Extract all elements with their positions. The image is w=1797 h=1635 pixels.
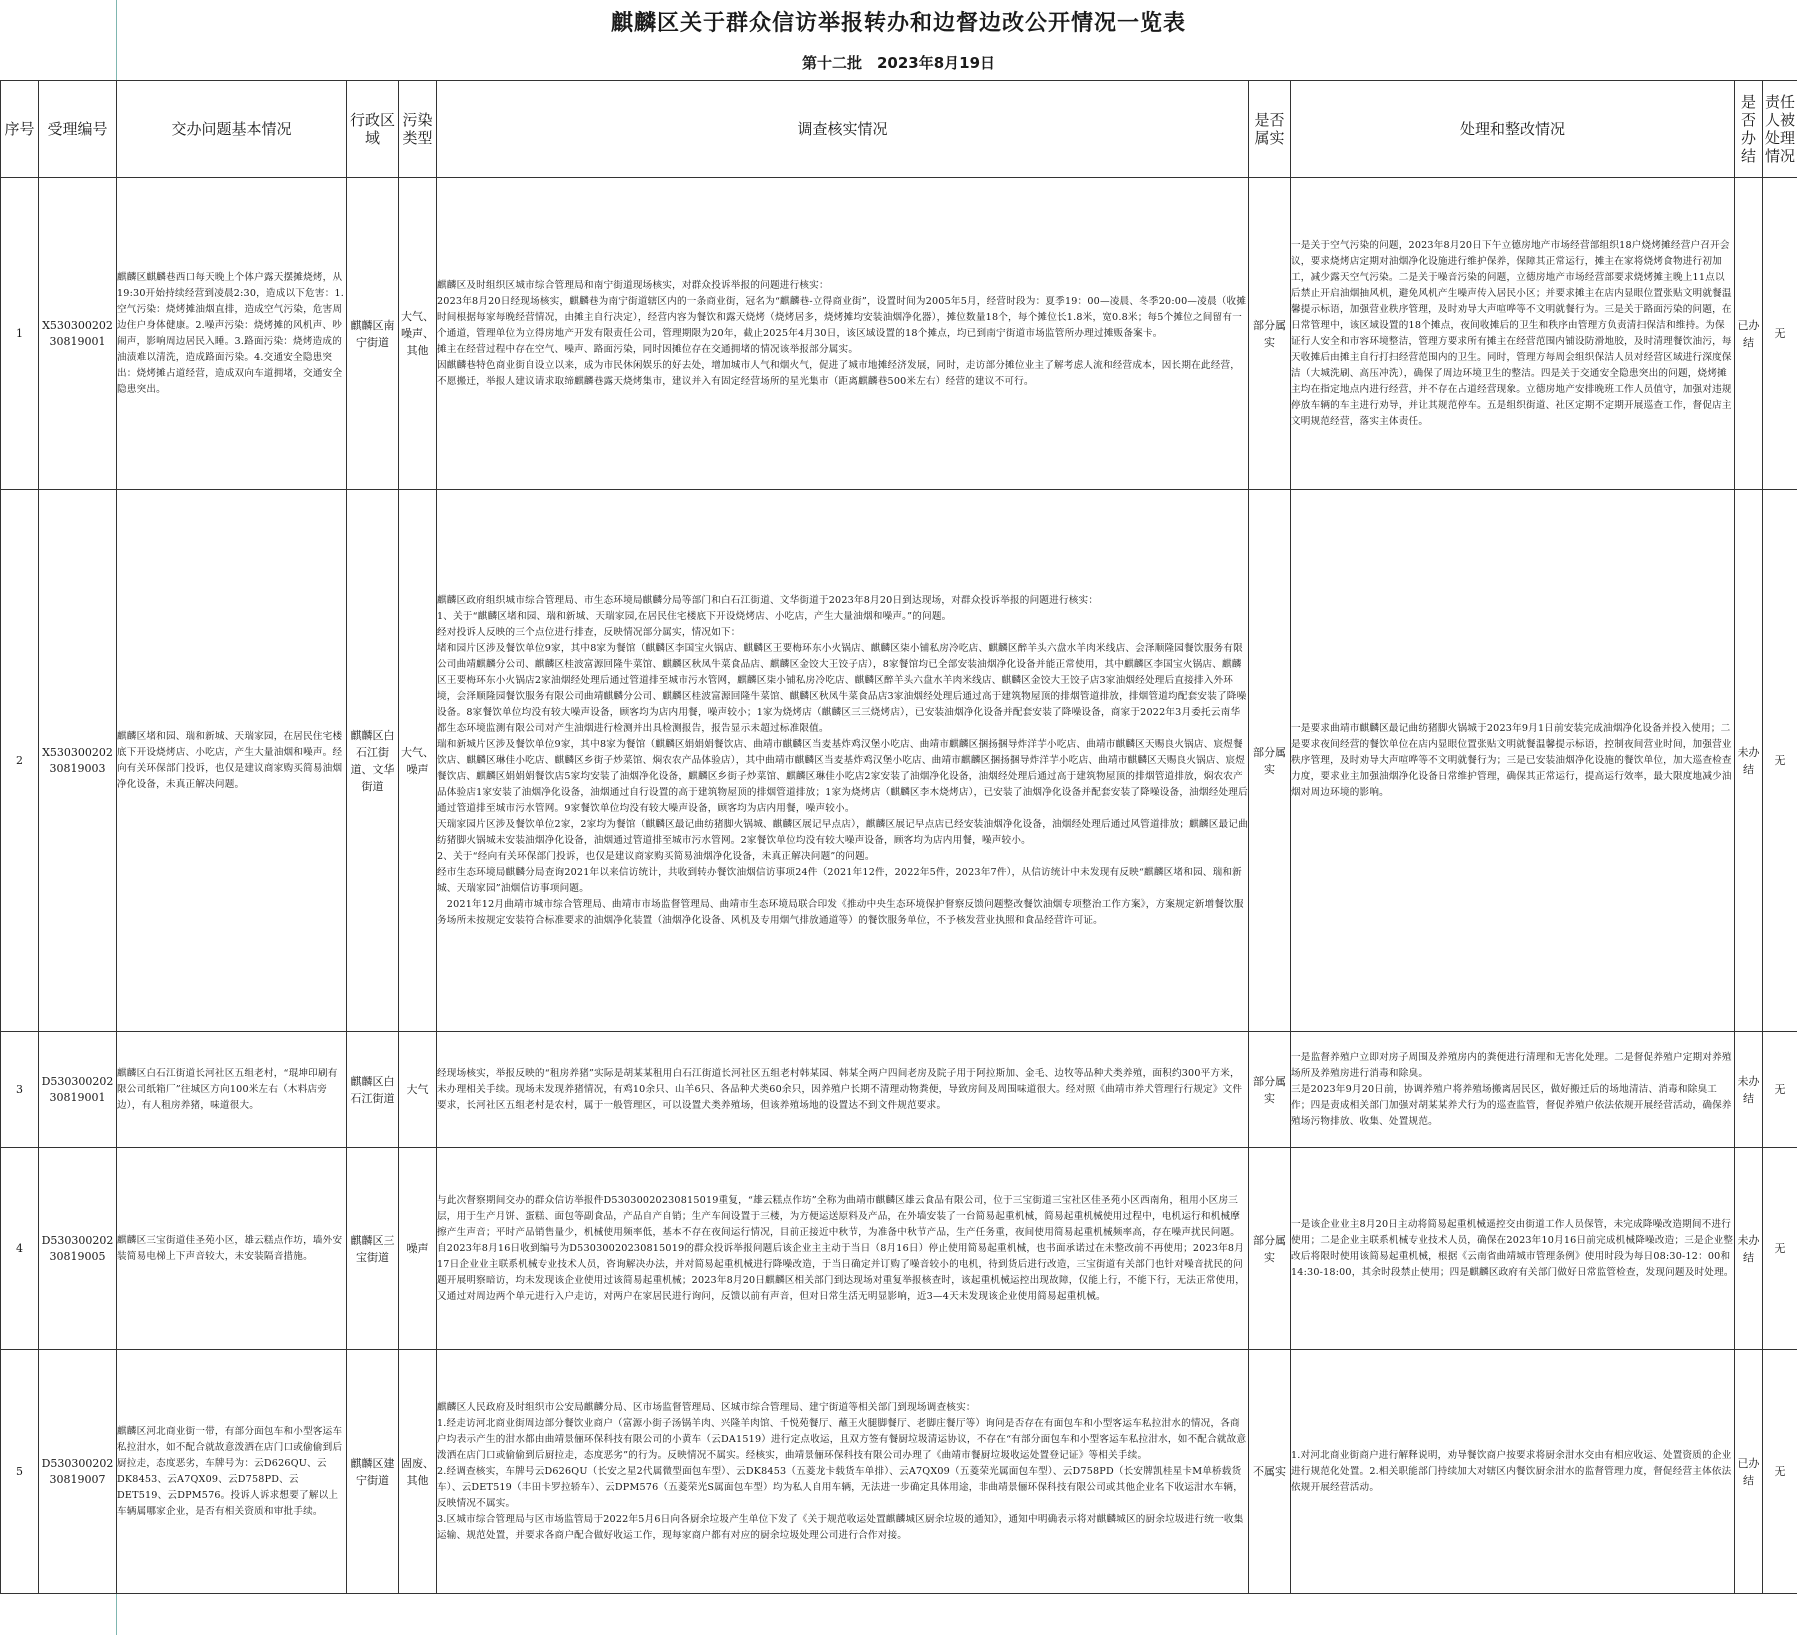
cell-case-no: D530300202 30819001 — [39, 1032, 117, 1148]
cell-handling: 一是关于空气污染的问题，2023年8月20日下午立德房地产市场经营部组织18户烧烤摊经营户召开会议，要求烧烤店定期对油烟净化设施进行维护保养，保障其正常运行，摊主在家将烧烤食物进行初加工，减少露天空气污染。二是关于噪音污染的问题，立德房地产市场经营部要求烧烤摊主晚上11点以后禁止开启油烟抽风机，避免风机产生噪声传入居民小区；并要求摊主在店内显眼位置张贴文明就餐温馨提示标语，加强营业秩序管理，及时劝导大声喧哗等不文明就餐行为。三是关于路面污染的问题，在日常管理中，该区域设置的18个摊点，夜间收摊后的卫生和秩序由管理方负责清扫保洁和维持。为保证行人安全和市容环境整洁，管理方要求所有摊主在经营范围内铺设防滑地胶，及时清理餐饮油污，每天收摊后由摊主自行打扫经营范围内的卫生。同时，管理方每周会组织保洁人员对经营区域进行深度保洁（大城洗刷、高压冲洗），确保了周边环境卫生的整洁。四是关于交通安全隐患突出的问题，烧烤摊主均在指定地点内进行经营，并不存在占道经营现象。立德房地产安排晚班工作人员值守，加强对违规停放车辆的车主进行劝导，并让其规范停车。五是组织街道、社区定期不定期开展巡查工作，督促店主文明规范经营，落实主体责任。 — [1291, 178, 1735, 490]
cell-case-no: D530300202 30819007 — [39, 1350, 117, 1594]
cell-district: 麒麟区白石江街道 — [347, 1032, 399, 1148]
header-seq: 序号 — [1, 81, 39, 178]
cell-pollution: 大气、噪声 — [399, 490, 437, 1032]
table-row — [1, 490, 1797, 1032]
table-row — [1, 178, 1797, 490]
header-completed: 是否办结 — [1735, 81, 1763, 178]
cell-accountability: 无 — [1763, 178, 1797, 490]
cell-issue: 麒麟区白石江街道长河社区五组老村，“琨坤印刷有限公司纸箱厂”往城区方向100米左右（木料店旁边），有人租房养猪，味道很大。 — [117, 1032, 347, 1148]
header-investigation: 调查核实情况 — [437, 81, 1249, 178]
cell-issue: 麒麟区三宝街道佳圣苑小区，雄云糕点作坊，墙外安装简易电梯上下声音较大，未安装隔音措施。 — [117, 1148, 347, 1350]
cell-investigation: 经现场核实，举报反映的“租房养猪”实际是胡某某租用白石江街道长河社区五组老村韩某园、韩某全两户四间老房及院子用于阿拉斯加、金毛、边牧等品种犬类养殖，面积约300平方米，未办理相关手续。现场未发现养猪情况，有鸡10余只、山羊6只、各品种犬类60余只，因养殖户长期不清理动物粪便，导致房间及周围味道很大。经对照《曲靖市养犬管理行行规定》文件要求，长河社区五组老村是农村，属于一般管理区，可以设置犬类养殖场，但该养殖场地的设置达不到文件规范要求。 — [437, 1032, 1249, 1148]
cell-verified: 部分属实 — [1249, 490, 1291, 1032]
cell-case-no: D530300202 30819005 — [39, 1148, 117, 1350]
cell-accountability: 无 — [1763, 1032, 1797, 1148]
table-row — [1, 1148, 1797, 1350]
cell-district: 麒麟区南宁街道 — [347, 178, 399, 490]
cell-handling: 一是监督养殖户立即对房子周围及养殖房内的粪便进行清理和无害化处理。二是督促养殖户定期对养殖场所及养殖房进行消毒和除臭。 三是2023年9月20日前，协调养殖户将养殖场搬离居民区，做好搬迁后的场地清洁、消毒和除臭工作；四是责成相关部门加强对胡某某养犬行为的巡查监管，督促养殖户依法依规开展经营活动，确保养殖场污物排放、收集、处置规范。 — [1291, 1032, 1735, 1148]
cell-completed: 未办结 — [1735, 490, 1763, 1032]
cell-investigation: 麒麟区政府组织城市综合管理局、市生态环境局麒麟分局等部门和白石江街道、文华街道于2023年8月20日到达现场，对群众投诉举报的问题进行核实： 1、关于“麒麟区堵和园、瑞和新城、天瑞家园,在居民住宅楼底下开设烧烤店、小吃店，产生大量油烟和噪声。”的问题。 经对投诉人反映的三个点位进行排查，反映情况部分属实，情况如下： 堵和园片区涉及餐饮单位9家，其中8家为餐馆（麒麟区李国宝火锅店、麒麟区王要梅环东小火锅店、麒麟区柒小铺私房冷吃店、麒麟区醉羊头六盘水羊肉米线店、会泽顺隆园餐饮服务有限公司曲靖麒麟分公司、麒麟区桂波富源回隆牛菜馆、麒麟区秋凤牛菜食品店、麒麟区金饺大王饺子店），8家餐馆均已全部安装油烟净化设备并能正常使用，其中麒麟区李国宝火锅店、麒麟区王要梅环东小火锅店2家油烟经处理后通过管道排至城市污水管网，麒麟区柒小铺私房冷吃店、麒麟区醉羊头六盘水羊肉米线店、麒麟区金饺大王饺子店3家油烟经处理后直接排入外环境，会泽顺隆园餐饮服务有限公司曲靖麒麟分公司、麒麟区桂波富源回隆牛菜馆、麒麟区秋凤牛菜食品店3家油烟经处理后通过高于建筑物屋顶的排烟管道排放，排烟管道均配套安装了降噪设备。8家餐饮单位均没有较大噪声设备，顾客均为店内用餐，噪声较小；1家为烧烤店（麒麟区三三烧烤店），已安装油烟净化设备并配套安装了降噪设备，商家于2022年3月委托云南华都生态环境监测有限公司对产生油烟进行检测并出具检测报告，报告显示未超过标准限值。 瑞和新城片区涉及餐饮单位9家，其中8家为餐馆（麒麟区娟娟娟餐饮店、曲靖市麒麟区当麦基炸鸡汉堡小吃店、曲靖市麒麟区捆扬捆导炸洋芋小吃店、曲靖市麒麟区天赐良火锅店、宸煜餐饮店、麒麟区琳佳小吃店、麒麟区乡街子炒菜馆、焖农农产品体验店），其中曲靖市麒麟区当麦基炸鸡汉堡小吃店、曲靖市麒麟区捆扬捆导炸洋芋小吃店、曲靖市麒麟区天赐良火锅店、宸煜餐饮店、麒麟区娟娟娟餐饮店5家均安装了油烟净化设备，麒麟区乡街子炒菜馆、麒麟区琳佳小吃店2家安装了油烟净化设备，油烟经处理后通过高于建筑物屋顶的排烟管道排放，焖农农产品体验店1家安装了油烟净化设备，油烟通过自行设置的高于建筑物屋顶的排烟管道排放；1家为烧烤店（麒麟区李木烧烤店），已安装了油烟净化设备并配套安装了降噪设备，油烟经处理后通过管道排至城市污水管网。9家餐饮单位均没有较大噪声设备，顾客均为店内用餐，噪声较小。 天瑞家园片区涉及餐饮单位2家，2家均为餐馆（麒麟区最记曲纺猪脚火锅城、麒麟区展记早点店），麒麟区展记早点店已经安装油烟净化设备，油烟经处理后通过风管道排放；麒麟区最记曲纺猪脚火锅城未安装油烟净化设备，油烟通过管道排至城市污水管网。2家餐饮单位均没有较大噪声设备，顾客均为店内用餐，噪声较小。 2、关于“经向有关环保部门投诉，也仅是建议商家购买简易油烟净化设备，未真正解决问题”的问题。 经市生态环境局麒麟分局查询2021年以来信访统计，共收到转办餐饮油烟信访事项24件（2021年12件，2022年5件，2023年7件），从信访统计中未发现有反映“麒麟区堵和园、瑞和新城、天瑞家园”油烟信访事项问题。 2021年12月曲靖市城市综合管理局、曲靖市市场监督管理局、曲靖市生态环境局联合印发《推动中央生态环境保护督察反馈问题整改餐饮油烟专项整治工作方案》，方案规定新增餐饮服务场所未按规定安装符合标准要求的油烟净化装置（油烟净化设备、风机及专用烟气排放通道等）的餐饮服务单位，不予核发营业执照和食品经营许可证。 — [437, 490, 1249, 1032]
petition-table — [0, 80, 1797, 1594]
cell-investigation: 麒麟区及时组织区城市综合管理局和南宁街道现场核实，对群众投诉举报的问题进行核实： 2023年8月20日经现场核实，麒麟巷为南宁街道辖区内的一条商业街，冠名为“麒麟巷-立得商业街”，设置时间为2005年5月，经营时段为：夏季19：00—凌晨、冬季20:00—凌晨（收摊时间根据每家每晚经营情况，由摊主自行决定），经营内容为餐饮和露天烧烤（烧烤居多，烧烤摊均安装油烟净化器），摊位数量18个，每个摊位长1.8米，宽0.8米；每5个摊位之间留有一个通道，管理单位为立得房地产开发有限责任公司，管理期限为20年，截止2025年4月30日，该区域设置的18个摊点，均已到南宁街道市场监管所办理过摊贩备案卡。 摊主在经营过程中存在空气、噪声、路面污染，同时因摊位存在交通拥堵的情况该举报部分属实。 因麒麟巷特色商业街自设立以来，成为市民休闲娱乐的好去处，增加城市人气和烟火气，促进了城市地摊经济发展，同时，走访部分摊位业主了解考虑人流和经营成本，因长期在此经营，不愿搬迁，举报人建议请求取缔麒麟巷露天烧烤集市，建议并入有固定经营场所的星光集市（距离麒麟巷500米左右）经营的建议不可行。 — [437, 178, 1249, 490]
cell-seq: 4 — [1, 1148, 39, 1350]
cell-pollution: 大气、噪声、其他 — [399, 178, 437, 490]
cell-verified: 部分属实 — [1249, 1032, 1291, 1148]
header-accountability: 责任人被处理情况 — [1763, 81, 1797, 178]
cell-district: 麒麟区白石江街道、文华街道 — [347, 490, 399, 1032]
header-pollution: 污染类型 — [399, 81, 437, 178]
cell-issue: 麒麟区堵和园、瑞和新城、天瑞家园，在居民住宅楼底下开设烧烤店、小吃店，产生大量油烟和噪声。经向有关环保部门投诉，也仅是建议商家购买简易油烟净化设备，未真正解决问题。 — [117, 490, 347, 1032]
cell-pollution: 固废、其他 — [399, 1350, 437, 1594]
cell-investigation: 与此次督察期间交办的群众信访举报件D53030020230815019重复，“雄云糕点作坊”全称为曲靖市麒麟区雄云食品有限公司，位于三宝街道三宝社区佳圣苑小区西南角，租用小区房三层，用于生产月饼、蛋糕、面包等副食品，产品自产自销；生产车间设置于三楼，为方便运送原料及产品，在外墙安装了一台简易起重机械，简易起重机械使用过程中，电机运行和机械摩擦产生声音；平时产品销售量少，机械使用频率低，基本不存在夜间运行情况，目前正接近中秋节，为准备中秋节产品，生产任务重，夜间使用简易起重机械频率高，存在噪声扰民问题。自2023年8月16日收到编号为D53030020230815019的群众投诉举报问题后该企业主主动于当日（8月16日）停止使用简易起重机械，也书面承诺过在未整改前不再使用；2023年8月17日企业业主联系机械专业技术人员，咨询解决办法，并对简易起重机械进行降噪改造，于当日确定并订购了噪音较小的电机，待到货后进行改造，三宝街道有关部门也针对噪音扰民的问题开展明察暗访，均未发现该企业使用过该简易起重机械；2023年8月20日麒麟区相关部门到达现场对重复举报核查时，该起重机械运控出现故障，仅能上行，不能下行，无法正常使用，又通过对周边两个单元进行入户走访，对两户在家居民进行询问，反馈以前有声音，但对日常生活无明显影响，近3—4天未发现该企业使用简易起重机械。 — [437, 1148, 1249, 1350]
cell-seq: 3 — [1, 1032, 39, 1148]
cell-pollution: 噪声 — [399, 1148, 437, 1350]
cell-completed: 未办结 — [1735, 1148, 1763, 1350]
cell-completed: 已办结 — [1735, 1350, 1763, 1594]
cell-completed: 已办结 — [1735, 178, 1763, 490]
cell-seq: 2 — [1, 490, 39, 1032]
cell-case-no: X530300202 30819001 — [39, 178, 117, 490]
cell-verified: 不属实 — [1249, 1350, 1291, 1594]
table-header-row — [1, 81, 1797, 178]
header-handling: 处理和整改情况 — [1291, 81, 1735, 178]
cell-handling: 一是该企业业主8月20日主动将简易起重机械遥控交由街道工作人员保管，未完成降噪改造期间不进行使用；二是企业主联系机械专业技术人员，确保在2023年10月16日前完成机械降噪改造；三是企业整改后将限时使用该简易起重机械，根据《云南省曲靖城市管理条例》使用时段为每日08:30-12：00和14:30-18:00，其余时段禁止使用；四是麒麟区政府有关部门做好日常监管检查，发现问题及时处理。 — [1291, 1148, 1735, 1350]
cell-seq: 1 — [1, 178, 39, 490]
cell-accountability: 无 — [1763, 1350, 1797, 1594]
table-row — [1, 1350, 1797, 1594]
header-issue: 交办问题基本情况 — [117, 81, 347, 178]
cell-seq: 5 — [1, 1350, 39, 1594]
cell-accountability: 无 — [1763, 490, 1797, 1032]
page-subtitle: 第十二批 2023年8月19日 — [801, 54, 996, 72]
cell-investigation: 麒麟区人民政府及时组织市公安局麒麟分局、区市场监督管理局、区城市综合管理局、建宁街道等相关部门到现场调查核实： 1.经走访河北商业街周边部分餐饮业商户（富源小街子汤锅羊肉、兴隆羊肉馆、千悦苑餐厅、蘸王火腿脚餐厅、老脚庄餐厅等）询问是否存在有面包车和小型客运车私拉泔水的情况，各商户均表示产生的泔水都由曲靖景俪环保科技有限公司的小黄车（云DA1519）进行定点收运，且双方签有餐厨垃圾清运协议，不存在“有部分面包车和小型客运车私拉泔水，如不配合就故意泼洒在店门口或偷偷到后厨拉走，态度恶劣”的行为。反映情况不属实。经核实，曲靖景俪环保科技有限公司办理了《曲靖市餐厨垃圾收运处置登记证》等相关手续。 2.经调查核实，车牌号云D626QU（长安之星2代属微型面包车型）、云DK8453（五菱龙卡载货车单排）、云A7QX09（五菱荣光属面包车型）、云D758PD（长安牌凯桂星卡M单桥载货车）、云DET519（丰田卡罗拉轿车）、云DPM576（五菱荣光S属面包车型）均为私人自用车辆，无法进一步确定具体用途，非曲靖景俪环保科技有限公司或其他企业名下收运泔水车辆，反映情况不属实。 3.区城市综合管理局与区市场监管局于2022年5月6日向各厨余垃圾产生单位下发了《关于规范收运处置麒麟城区厨余垃圾的通知》，通知中明确表示将对麒麟城区的厨余垃圾进行统一收集运输、规范处置，并要求各商户配合做好收运工作，现每家商户都有对应的厨余垃圾处理公司进行合作对接。 — [437, 1350, 1249, 1594]
cell-completed: 未办结 — [1735, 1032, 1763, 1148]
header-verified: 是否属实 — [1249, 81, 1291, 178]
table-row — [1, 1032, 1797, 1148]
cell-district: 麒麟区建宁街道 — [347, 1350, 399, 1594]
header-district: 行政区域 — [347, 81, 399, 178]
cell-verified: 部分属实 — [1249, 1148, 1291, 1350]
cell-pollution: 大气 — [399, 1032, 437, 1148]
page-title: 麒麟区关于群众信访举报转办和边督边改公开情况一览表 — [610, 11, 1186, 36]
cell-case-no: X530300202 30819003 — [39, 490, 117, 1032]
cell-accountability: 无 — [1763, 1148, 1797, 1350]
cell-issue: 麒麟区麒麟巷西口每天晚上个体户露天摆摊烧烤，从19:30开始持续经营到凌晨2:30，造成以下危害：1.空气污染：烧烤摊油烟直排，造成空气污染，危害周边住户身体健康。2.噪声污染：烧烤摊的风机声、吵闹声，影响周边居民入睡。3.路面污染：烧烤造成的油渍难以清洗，造成路面污染。4.交通安全隐患突出：烧烤摊占道经营，造成双向车道拥堵，交通安全隐患突出。 — [117, 178, 347, 490]
cell-handling: 1.对河北商业街商户进行解释说明，劝导餐饮商户按要求将厨余泔水交由有相应收运、处置资质的企业进行规范化处置。2.相关职能部门持续加大对辖区内餐饮厨余泔水的监督管理力度，督促经营主体依法依规开展经营活动。 — [1291, 1350, 1735, 1594]
cell-district: 麒麟区三宝街道 — [347, 1148, 399, 1350]
cell-handling: 一是要求曲靖市麒麟区最记曲纺猪脚火锅城于2023年9月1日前安装完成油烟净化设备并投入使用；二是要求夜间经营的餐饮单位在店内显眼位置张贴文明就餐温馨提示标语，控制夜间营业时间，加强营业秩序管理，及时劝导大声喧哗等不文明就餐行为；三是已安装油烟净化设施的餐饮单位，加大巡查检查力度，要求业主加强油烟净化设备日常维护管理，确保其正常运行，提高运行效率，最大限度地减少油烟对周边环境的影响。 — [1291, 490, 1735, 1032]
cell-verified: 部分属实 — [1249, 178, 1291, 490]
header-case-no: 受理编号 — [39, 81, 117, 178]
cell-issue: 麒麟区河北商业街一带，有部分面包车和小型客运车私拉泔水，如不配合就故意泼洒在店门口或偷偷到后厨拉走，态度恶劣，车牌号为：云D626QU、云DK8453、云A7QX09、云D758PD、云DET519、云DPM576。投诉人诉求想要了解以上车辆属哪家企业，是否有相关资质和审批手续。 — [117, 1350, 347, 1594]
